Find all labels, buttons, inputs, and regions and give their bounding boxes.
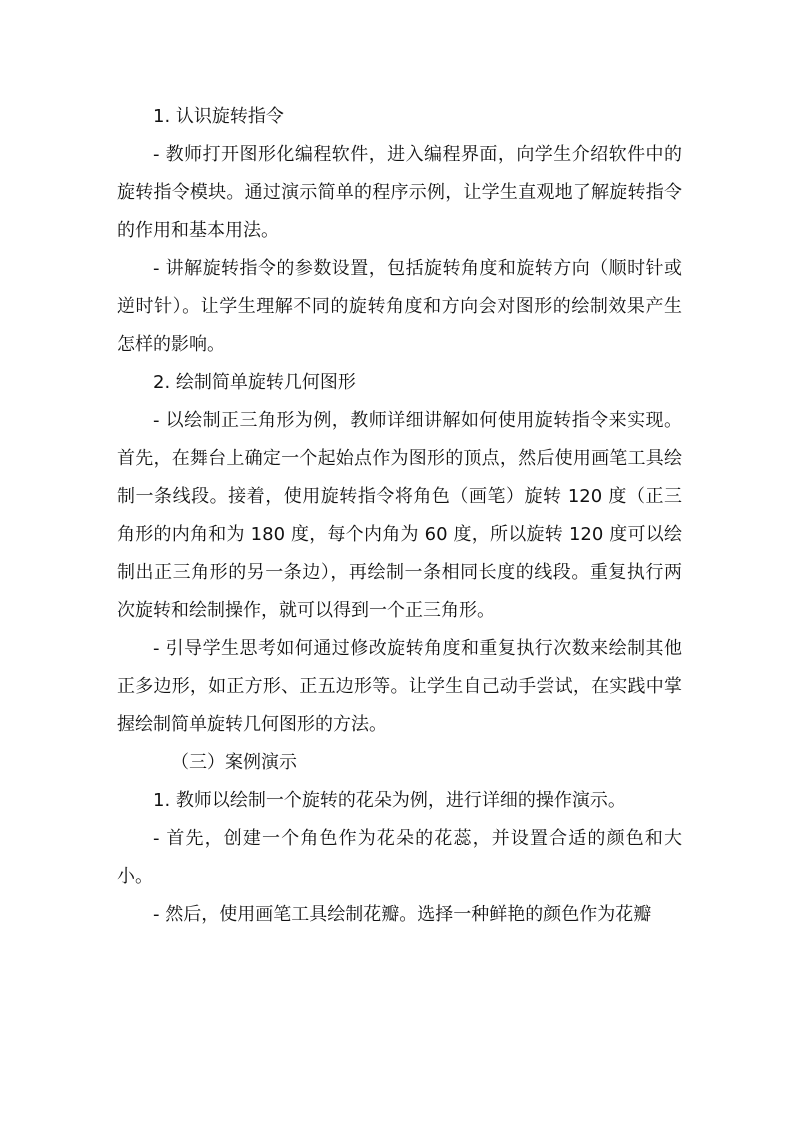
- paragraph-flower-demo: 1. 教师以绘制一个旋转的花朵为例，进行详细的操作演示。: [153, 790, 626, 811]
- paragraph-other-polygons: - 引导学生思考如何通过修改旋转角度和重复执行次数来绘制其他正多边形，如正方形、正五边形等。让学生自己动手尝试，在实践中掌握绘制简单旋转几何图形的方法。: [117, 638, 682, 735]
- paragraph-rotation-parameters: - 讲解旋转指令的参数设置，包括旋转角度和旋转方向（顺时针或逆时针）。让学生理解不同的旋转角度和方向会对图形的绘制效果产生怎样的影响。: [117, 258, 682, 355]
- paragraph-intro-rotation-module: - 教师打开图形化编程软件，进入编程界面，向学生介绍软件中的旋转指令模块。通过演示简单的程序示例，让学生直观地了解旋转指令的作用和基本用法。: [117, 144, 682, 241]
- paragraph-draw-petals: - 然后，使用画笔工具绘制花瓣。选择一种鲜艳的颜色作为花瓣: [153, 904, 652, 925]
- heading-case-demo: （三）案例演示: [171, 752, 297, 773]
- document-body: [117, 98, 682, 934]
- paragraph-triangle-example: - 以绘制正三角形为例，教师详细讲解如何使用旋转指令来实现。首先，在舞台上确定一个起始点作为图形的顶点，然后使用画笔工具绘制一条线段。接着，使用旋转指令将角色（画笔）旋转 120 度（正三角形的内角和为 180 度，每个内角为 60 度，所以旋转 120 度可以绘制出正三角形的另一条边），再绘制一条相同长度的线段。重复执行两次旋转和绘制操作，就可以得到一个正三角形。: [117, 410, 682, 621]
- paragraph-create-stamen: - 首先，创建一个角色作为花朵的花蕊，并设置合适的颜色和大小。: [117, 828, 682, 887]
- heading-draw-rotated-shapes: 2. 绘制简单旋转几何图形: [153, 372, 356, 393]
- heading-recognize-rotation: 1. 认识旋转指令: [153, 106, 284, 127]
